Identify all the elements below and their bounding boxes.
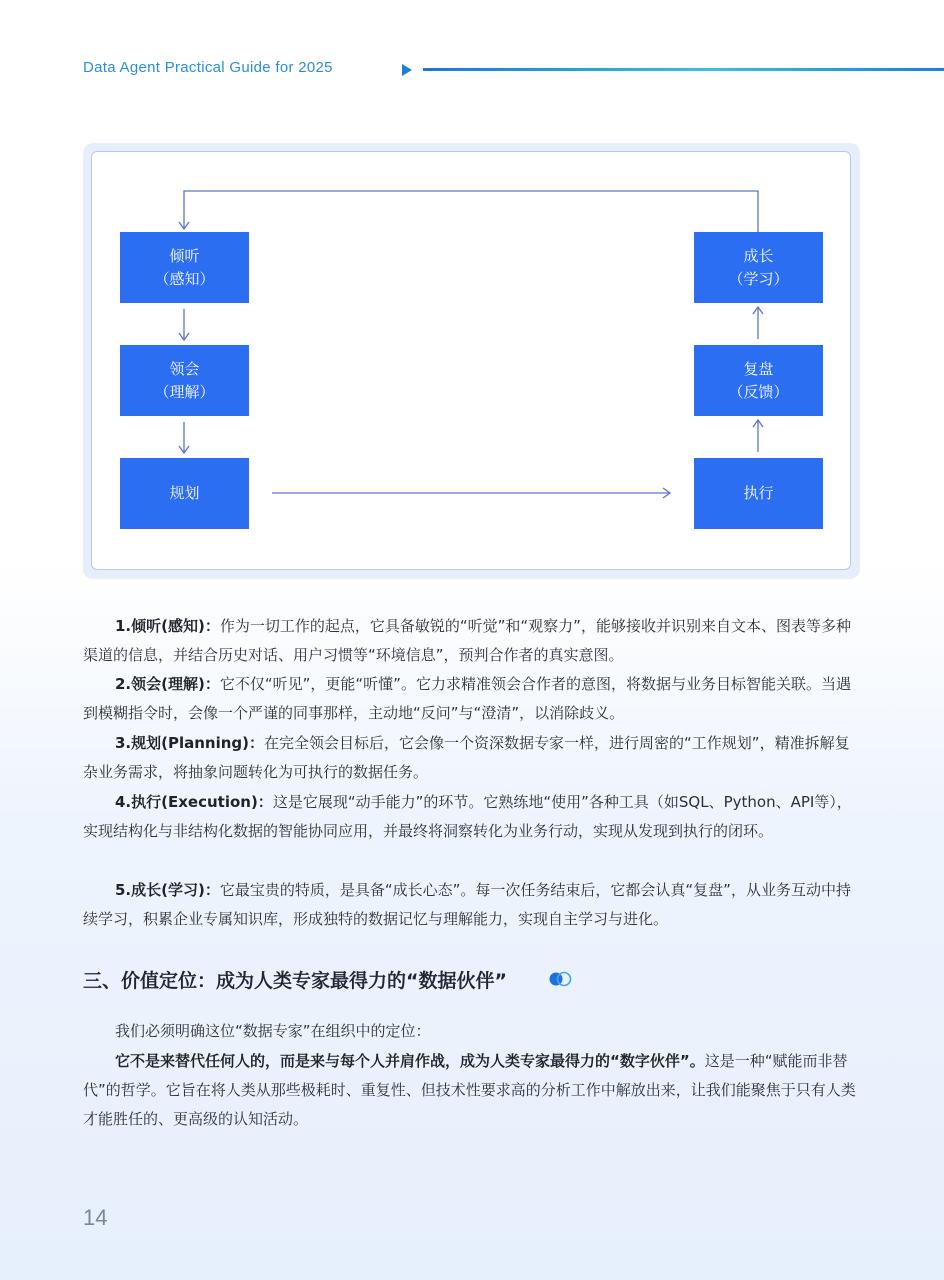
box-listen-subtitle: （感知） [154,269,215,288]
section-intro [83,1017,863,1046]
item-listen-text: 作为一切工作的起点，它具备敏锐的“听觉”和“观察力”，能够接收并识别来自文本、图表等多种渠道的信息，并结合历史对话、用户习惯等“环境信息”，预判合作者的真实意图。 [83,617,851,664]
play-arrow-icon [402,64,412,76]
section-body-text: 这是一种“赋能而非替代”的哲学。它旨在将人类从那些极耗时、重复性、但技术性要求高的分析工作中解放出来，让我们能聚焦于只有人类才能胜任的、更高级的认知活动。 [83,1052,856,1128]
box-review [694,345,823,416]
item-grow-text: 它最宝贵的特质，是具备“成长心态”。每一次任务结束后，它都会认真“复盘”，从业务互动中持续学习，积累企业专属知识库，形成独特的数据记忆与理解能力，实现自主学习与进化。 [83,881,851,928]
header-title: Data Agent Practical Guide for 2025 [83,59,333,76]
item-grow [83,876,863,934]
section-heading: 三、价值定位：成为人类专家最得力的“数据伙伴” [83,970,507,992]
section-body [83,1047,863,1134]
box-execute-title: 执行 [743,484,774,502]
box-listen [120,232,249,303]
box-grow [694,232,823,303]
box-understand-subtitle: （理解） [154,382,215,401]
item-plan-title: 3.规划(Planning)： [115,734,265,752]
box-execute [694,458,823,529]
item-execute [83,788,863,846]
page-number: 14 [83,1205,108,1230]
item-execute-title: 4.执行(Execution)： [115,793,273,811]
item-plan-text: 在完全领会目标后，它会像一个资深数据专家一样，进行周密的“工作规划”，精准拆解复杂业务需求，将抽象问题转化为可执行的数据任务。 [83,734,850,781]
box-plan-title: 规划 [169,484,200,502]
header-divider [423,68,944,71]
item-execute-text: 这是它展现“动手能力”的环节。它熟练地“使用”各种工具（如SQL、Python、API等），实现结构化与非结构化数据的智能协同应用，并最终将洞察转化为业务行动，实现从发现到执行的闭环。 [83,793,852,840]
box-listen-title: 倾听 [169,246,200,265]
box-understand [120,345,249,416]
item-listen-title: 1.倾听(感知)： [115,617,220,635]
box-grow-title: 成长 [743,246,774,265]
box-grow-subtitle: （学习） [728,269,789,288]
section-intro-text: 我们必须明确这位“数据专家”在组织中的定位： [115,1022,431,1040]
item-plan [83,729,863,787]
item-understand-text: 它不仅“听见”，更能“听懂”。它力求精准领会合作者的意图，将数据与业务目标智能关联。当遇到模糊指令时，会像一个严谨的同事那样，主动地“反问”与“澄清”，以消除歧义。 [83,675,851,722]
box-review-subtitle: （反馈） [728,382,789,401]
item-grow-title: 5.成长(学习)： [115,881,220,899]
section-body-bold: 它不是来替代任何人的，而是来与每个人并肩作战，成为人类专家最得力的“数字伙伴”。 [115,1052,705,1070]
overlapping-circles-icon [548,971,574,987]
box-review-title: 复盘 [743,359,774,378]
item-understand [83,670,863,728]
box-understand-title: 领会 [169,359,200,378]
item-listen [83,612,863,670]
item-understand-title: 2.领会(理解)： [115,675,220,693]
box-plan [120,458,249,529]
